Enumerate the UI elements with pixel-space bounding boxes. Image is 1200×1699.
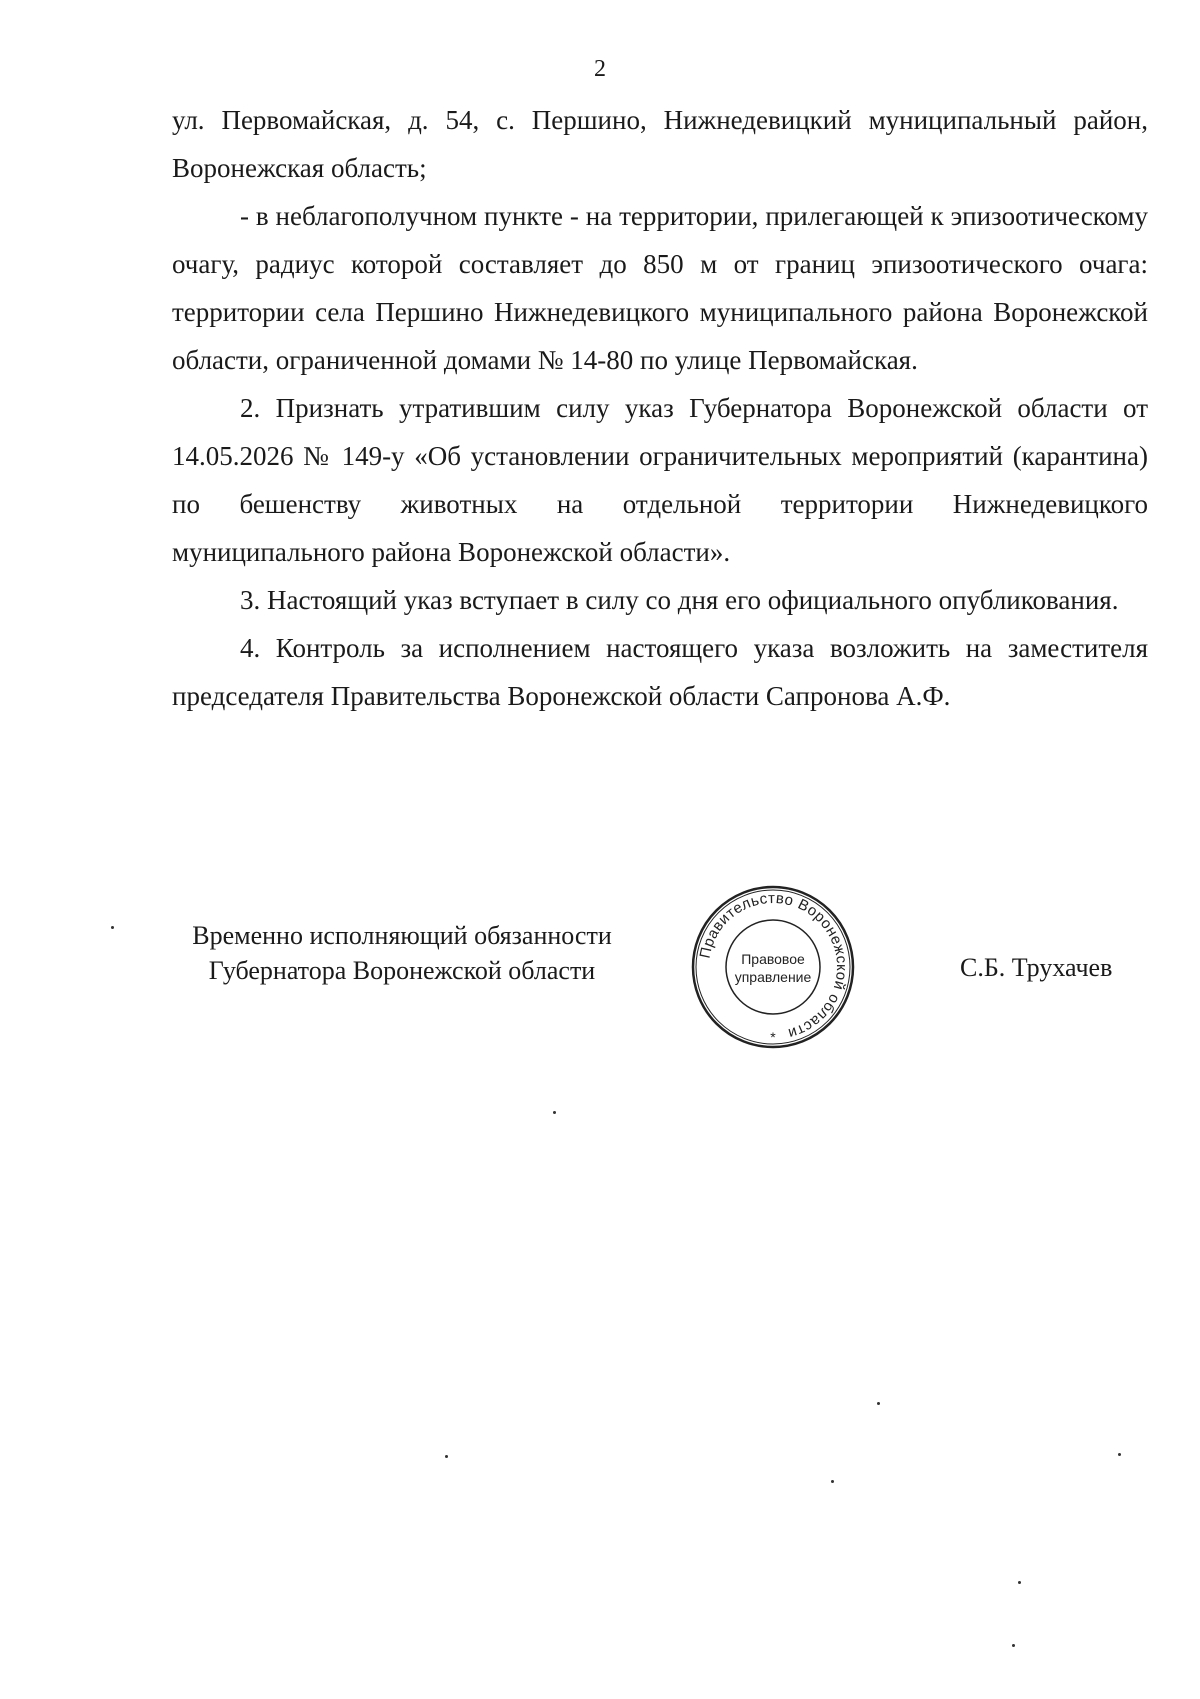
scan-speck xyxy=(877,1402,880,1405)
scan-speck xyxy=(553,1111,556,1114)
stamp-center-line1: Правовое xyxy=(741,951,805,967)
scan-speck xyxy=(111,926,114,929)
stamp-center-line2: управление xyxy=(734,969,812,985)
page-number: 2 xyxy=(594,56,606,82)
paragraph-territory: - в неблагополучном пункте - на территории, прилегающей к эпизоотическому очагу, радиус которой составляет до 850 м от границ эпизоотического очага: территории села Першино Нижнедевицкого муниципального района Воронежской области, ограниченной домами № 14-80 по улице Первомайская. xyxy=(172,201,1148,375)
scan-speck xyxy=(445,1455,448,1458)
stamp-ring-text: Правительство Воронежской области xyxy=(696,889,851,1043)
stamp-star: * xyxy=(770,1029,776,1045)
paragraph-effective: 3. Настоящий указ вступает в силу со дня его официального опубликования. xyxy=(240,585,1119,615)
scan-speck xyxy=(1118,1453,1121,1456)
signatory-position-line2: Губернатора Воронежской области xyxy=(208,956,596,985)
document-body xyxy=(172,96,1148,720)
paragraph-control: 4. Контроль за исполнением настоящего указа возложить на заместителя председателя Правительства Воронежской области Сапронова А.Ф. xyxy=(172,633,1148,711)
signatory-name: С.Б. Трухачев xyxy=(960,953,1113,982)
signatory-position xyxy=(172,918,632,988)
scan-speck xyxy=(1018,1581,1021,1584)
official-stamp xyxy=(688,882,858,1052)
paragraph-address: ул. Первомайская, д. 54, с. Першино, Нижнедевицкий муниципальный район, Воронежская область; xyxy=(172,105,1148,183)
signatory-position-line1: Временно исполняющий обязанности xyxy=(192,921,612,950)
scan-speck xyxy=(831,1480,834,1483)
paragraph-revoke: 2. Признать утратившим силу указ Губернатора Воронежской области от 14.05.2026 № 149-у «Об установлении ограничительных мероприятий (карантина) по бешенству животных на отдельной территории Нижнедевицкого муниципального района Воронежской области». xyxy=(172,393,1148,567)
scan-speck xyxy=(1012,1644,1015,1647)
